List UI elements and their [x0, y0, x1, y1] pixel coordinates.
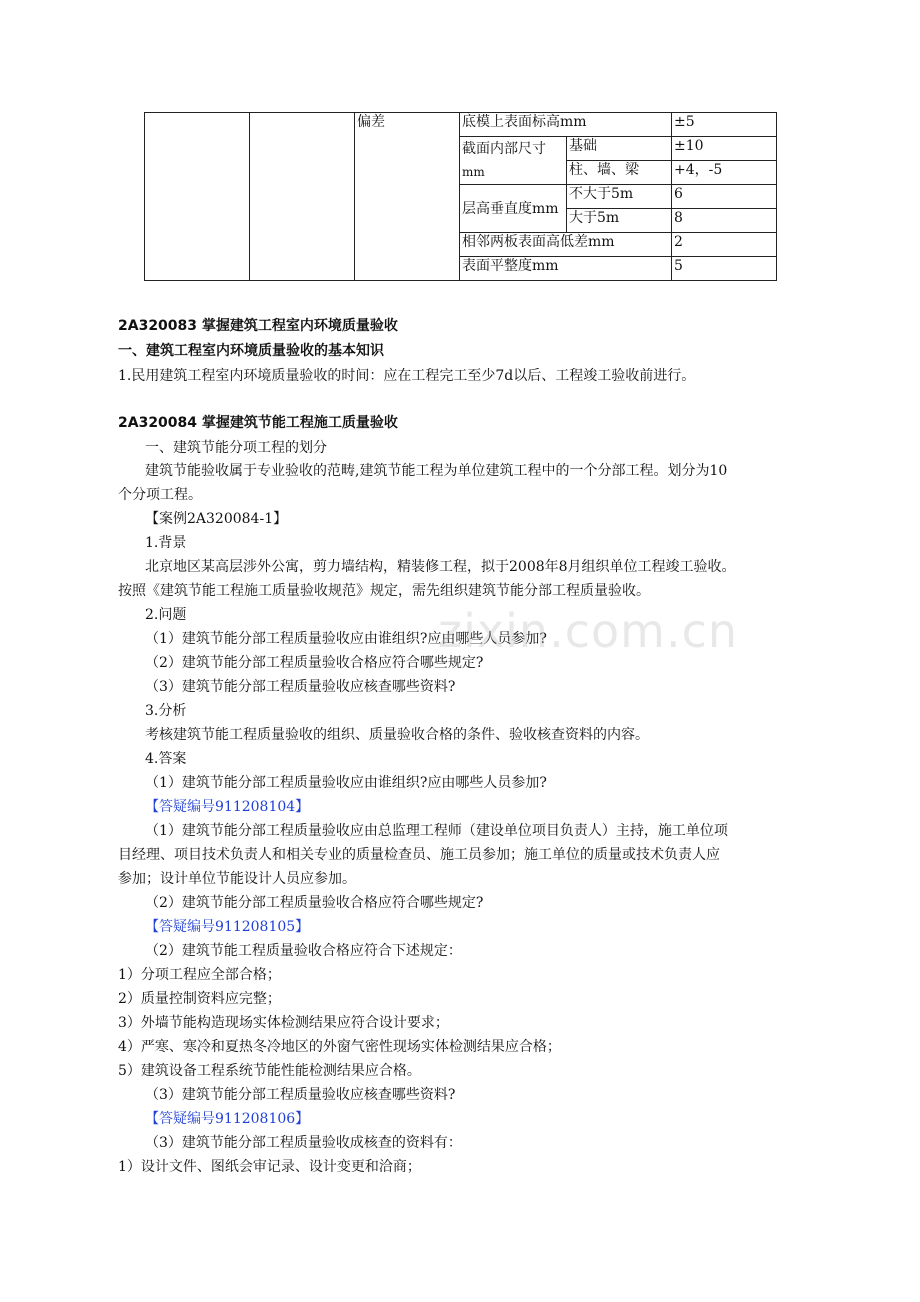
text-line: 2.问题: [145, 607, 187, 623]
table-sub-item: 基础: [567, 137, 672, 161]
table-item-label: 截面内部尺寸: [462, 141, 546, 157]
text-line: 按照《建筑节能工程施工质量验收规范》规定，需先组织建筑节能分部工程质量验收。: [118, 583, 650, 599]
text-line: （3）建筑节能分部工程质量验收应核查哪些资料?: [145, 1087, 456, 1103]
table-value: 8: [672, 209, 777, 233]
text-line: （3）建筑节能分部工程质量验收成核查的资料有：: [145, 1135, 462, 1151]
deviation-label: 偏差: [355, 113, 460, 281]
table-item: 底模上表面标高mm: [460, 113, 672, 137]
text-line: （1）建筑节能分部工程质量验收应由总监理工程师（建设单位项目负责人）主持，施工单位项: [145, 823, 728, 839]
text-line: 3）外墙节能构造现场实体检测结果应符合设计要求；: [118, 1015, 449, 1031]
text-line: 3.分析: [145, 703, 187, 719]
text-line: （1）建筑节能分部工程质量验收应由谁组织?应由哪些人员参加?: [145, 775, 547, 791]
text-line: 一、建筑节能分项工程的划分: [145, 440, 327, 456]
text-line: 2）质量控制资料应完整；: [118, 991, 281, 1007]
table-sub-item: 不大于5m: [567, 185, 672, 209]
text-line: 1.背景: [145, 535, 187, 551]
table-sub-item: 大于5m: [567, 209, 672, 233]
table-item: 相邻两板表面高低差mm: [460, 233, 672, 257]
table-item: 层高垂直度mm: [460, 185, 567, 233]
qa-reference-number: 【答疑编号911208104】: [145, 799, 310, 815]
text-line: 建筑节能验收属于专业验收的范畴,建筑节能工程为单位建筑工程中的一个分部工程。划分为10: [145, 463, 728, 479]
table-item-unit: mm: [462, 165, 485, 179]
text-line: （3）建筑节能分部工程质量验收应核查哪些资料?: [145, 679, 456, 695]
table-value: 2: [672, 233, 777, 257]
formwork-tolerance-table: [144, 112, 777, 281]
text-line: 4.答案: [145, 751, 187, 767]
section-heading: 一、建筑工程室内环境质量验收的基本知识: [118, 343, 384, 359]
table-value: ±10: [672, 137, 777, 161]
text-line: 4）严寒、寒冷和夏热冬冷地区的外窗气密性现场实体检测结果应合格；: [118, 1039, 561, 1055]
text-line: 1）分项工程应全部合格；: [118, 967, 281, 983]
table-cell-empty: [145, 113, 250, 281]
table-value: ±5: [672, 113, 777, 137]
text-line: 参加；设计单位节能设计人员应参加。: [118, 871, 356, 887]
table-item: 表面平整度mm: [460, 257, 672, 281]
text-line: 目经理、项目技术负责人和相关专业的质量检查员、施工员参加；施工单位的质量或技术负责人应: [118, 847, 720, 863]
text-line: 1）设计文件、图纸会审记录、设计变更和洽商；: [118, 1159, 421, 1175]
qa-reference-number: 【答疑编号911208106】: [145, 1111, 310, 1127]
text-line: （2）建筑节能工程质量验收合格应符合下述规定：: [145, 943, 462, 959]
section-heading: 2A320084 掌握建筑节能工程施工质量验收: [118, 415, 398, 431]
text-line: 个分项工程。: [118, 487, 202, 503]
text-line: 1.民用建筑工程室内环境质量验收的时间：应在工程完工至少7d以后、工程竣工验收前进行。: [118, 368, 696, 384]
text-line: （2）建筑节能分部工程质量验收合格应符合哪些规定?: [145, 895, 484, 911]
table-value: 5: [672, 257, 777, 281]
table-sub-item: 柱、墙、梁: [567, 161, 672, 185]
text-line: （2）建筑节能分部工程质量验收合格应符合哪些规定?: [145, 655, 484, 671]
text-line: （1）建筑节能分部工程质量验收应由谁组织?应由哪些人员参加?: [145, 631, 547, 647]
table-value: 6: [672, 185, 777, 209]
text-line: 北京地区某高层涉外公寓，剪力墙结构，精装修工程，拟于2008年8月组织单位工程竣工验收。: [145, 559, 736, 575]
text-line: 5）建筑设备工程系统节能性能检测结果应合格。: [118, 1063, 421, 1079]
watermark: zixin.com.cn: [438, 604, 739, 658]
table-cell-empty: [250, 113, 355, 281]
text-line: 考核建筑节能工程质量验收的组织、质量验收合格的条件、验收核查资料的内容。: [145, 727, 649, 743]
section-heading: 2A320083 掌握建筑工程室内环境质量验收: [118, 318, 398, 334]
text-line: 【案例2A320084-1】: [145, 511, 288, 527]
table-item: [460, 137, 567, 185]
table-value: +4，-5: [672, 161, 777, 185]
qa-reference-number: 【答疑编号911208105】: [145, 919, 310, 935]
